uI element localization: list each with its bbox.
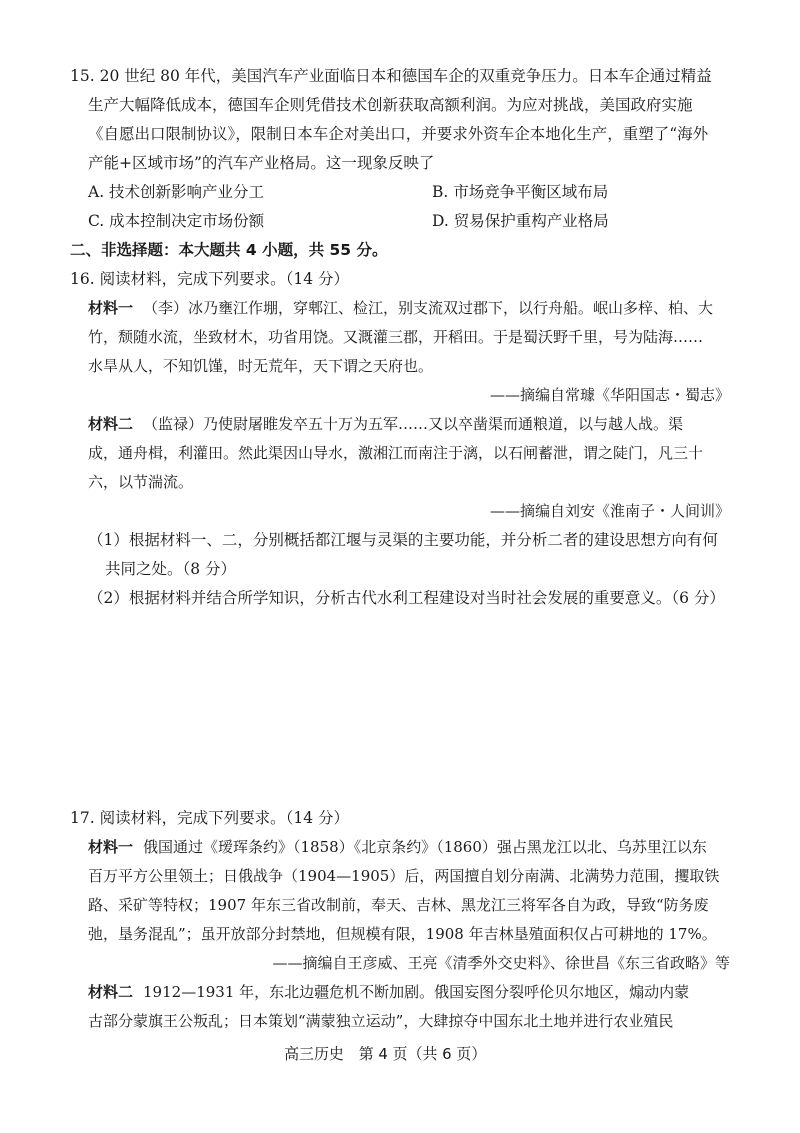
page-footer: 高三历史 第 4 页（共 6 页）	[284, 1045, 487, 1063]
q16-material-2-source: ——摘编自刘安《淮南子・人间训》	[489, 502, 730, 520]
q17-material-2-label: 材料二	[88, 983, 134, 1001]
q16-material-2-label: 材料二	[88, 415, 134, 433]
q16-sub-question-2: （2）根据材料并结合所学知识，分析古代水利工程建设对当时社会发展的重要意义。（6 分）	[88, 589, 725, 607]
q15-option-a: A. 技术创新影响产业分工	[88, 183, 265, 201]
q16-material-1-line-1: 材料一 （李）冰乃壅江作堋，穿郫江、检江，别支流双过郡下，以行舟船。岷山多梓、柏、大	[88, 299, 714, 317]
q17-material-1-line-1: 材料一 俄国通过《瑷珲条约》（1858）《北京条约》（1860）强占黑龙江以北、乌苏里江以东	[88, 838, 707, 856]
q15-line-1: 15. 20 世纪 80 年代，美国汽车产业面临日本和德国车企的双重竞争压力。日本车企通过精益	[70, 67, 712, 85]
q16-material-2-line-3: 六，以节湍流。	[88, 473, 194, 491]
q17-material-1-source: ——摘编自王彦威、王亮《清季外交史料》、徐世昌《东三省政略》等	[272, 954, 730, 972]
q15-line-3: 《自愿出口限制协议》，限制日本车企对美出口，并要求外资车企本地化生产，重塑了“海外	[88, 125, 709, 143]
q16-sub-question-1-line-2: 共同之处。（8 分）	[105, 560, 237, 578]
q16-sub-question-1-line-1: （1）根据材料一、二，分别概括都江堰与灵渠的主要功能，并分析二者的建设思想方向有何	[88, 531, 718, 549]
q15-option-d: D. 贸易保护重构产业格局	[432, 212, 609, 230]
q16-material-2-line-2: 成，通舟楫，利灌田。然此渠因山导水，激湘江而南注于漓，以石闸蓄泄，谓之陡门，凡三十	[88, 444, 704, 462]
q16-material-1-label: 材料一	[88, 299, 134, 317]
q17-material-2-line-1: 材料二 1912—1931 年，东北边疆危机不断加剧。俄国妄图分裂呼伦贝尔地区，煽动内蒙	[88, 983, 690, 1001]
q16-material-2-line-1: 材料二 （监禄）乃使尉屠睢发卒五十万为五军……又以卒凿渠而通粮道，以与越人战。渠	[88, 415, 684, 433]
q17-material-1-line-2: 百万平方公里领土；日俄战争（1904—1905）后，两国擅自划分南满、北满势力范围，攫取铁	[88, 867, 720, 885]
q16-material-1-line-3: 水旱从人，不知饥馑，时无荒年，天下谓之天府也。	[88, 357, 434, 375]
q16-intro: 16. 阅读材料，完成下列要求。（14 分）	[70, 270, 349, 288]
q16-material-1-source: ——摘编自常璩《华阳国志・蜀志》	[489, 386, 730, 404]
q17-material-1-line-4: 弛，垦务混乱”；虽开放部分封禁地，但规模有限，1908 年吉林垦殖面积仅占可耕地的 17%。	[88, 925, 717, 943]
q17-material-1-label: 材料一	[88, 838, 134, 856]
q15-option-c: C. 成本控制决定市场份额	[88, 212, 265, 230]
q15-line-2: 生产大幅降低成本，德国车企则凭借技术创新获取高额利润。为应对挑战，美国政府实施	[88, 96, 693, 114]
q17-material-2-line-2: 古部分蒙旗王公叛乱；日本策划“满蒙独立运动”，大肆掠夺中国东北土地并进行农业殖民	[88, 1012, 674, 1030]
q16-material-1-line-2: 竹，颓随水流，坐致材木，功省用饶。又溉灌三郡，开稻田。于是蜀沃野千里，号为陆海……	[88, 328, 704, 346]
q17-material-1-line-3: 路、采矿等特权；1907 年东三省改制前，奉天、吉林、黑龙江三将军各自为政，导致“防务废	[88, 896, 709, 914]
q17-intro: 17. 阅读材料，完成下列要求。（14 分）	[70, 809, 349, 827]
section-2-heading: 二、非选择题：本大题共 4 小题，共 55 分。	[70, 241, 388, 259]
q15-line-4: 产能+区域市场”的汽车产业格局。这一现象反映了	[88, 154, 435, 172]
q15-option-b: B. 市场竞争平衡区域布局	[432, 183, 609, 201]
